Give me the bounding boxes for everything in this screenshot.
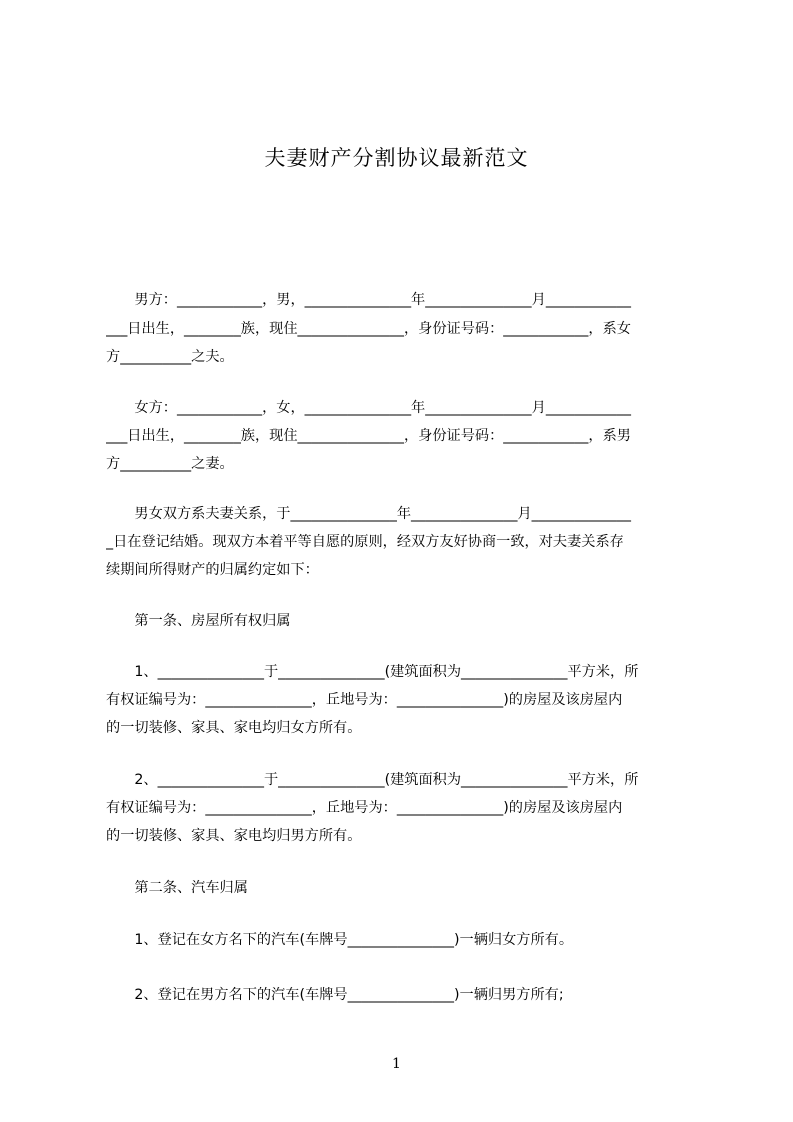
document-title: 夫妻财产分割协议最新范文 bbox=[264, 146, 529, 170]
paragraph-line: ___日出生，________族，现住_______________，身份证号码：____________，系女 bbox=[106, 321, 631, 337]
section-heading: 第一条、房屋所有权归属 bbox=[106, 613, 291, 629]
paragraph-line: 男女双方系夫妻关系，于_______________年_______________月______________ bbox=[106, 506, 631, 522]
paragraph-line: 有权证编号为：_______________，丘地号为：_______________)的房屋及该房屋内 bbox=[106, 692, 623, 708]
paragraph-line: 1、登记在女方名下的汽车(车牌号_______________)一辆归女方所有。 bbox=[106, 932, 574, 948]
paragraph-line: 2、登记在男方名下的汽车(车牌号_______________)一辆归男方所有; bbox=[106, 987, 564, 1003]
paragraph-line: ___日出生，________族，现住_______________，身份证号码：____________，系男 bbox=[106, 428, 631, 444]
paragraph-line: 续期间所得财产的归属约定如下： bbox=[106, 562, 319, 578]
page-number: 1 bbox=[392, 1056, 401, 1072]
paragraph-line: 1、_______________于_______________(建筑面积为_______________平方米，所 bbox=[106, 664, 639, 680]
paragraph-line: 方__________之妻。 bbox=[106, 456, 234, 472]
section-heading: 第二条、汽车归属 bbox=[106, 880, 248, 896]
paragraph-line: 2、_______________于_______________(建筑面积为_______________平方米，所 bbox=[106, 772, 639, 788]
paragraph-line: 有权证编号为：_______________，丘地号为：_______________)的房屋及该房屋内 bbox=[106, 800, 623, 816]
paragraph-line: _日在登记结婚。现双方本着平等自愿的原则，经双方友好协商一致，对夫妻关系存 bbox=[106, 534, 624, 550]
paragraph-line: 的一切装修、家具、家电均归男方所有。 bbox=[106, 828, 362, 844]
paragraph-line: 的一切装修、家具、家电均归女方所有。 bbox=[106, 720, 362, 736]
paragraph-line: 方__________之夫。 bbox=[106, 349, 234, 365]
paragraph-line: 女方：____________，女，_______________年_______________月____________ bbox=[106, 400, 631, 416]
paragraph-line: 男方：____________，男，_______________年_______________月____________ bbox=[106, 292, 631, 308]
